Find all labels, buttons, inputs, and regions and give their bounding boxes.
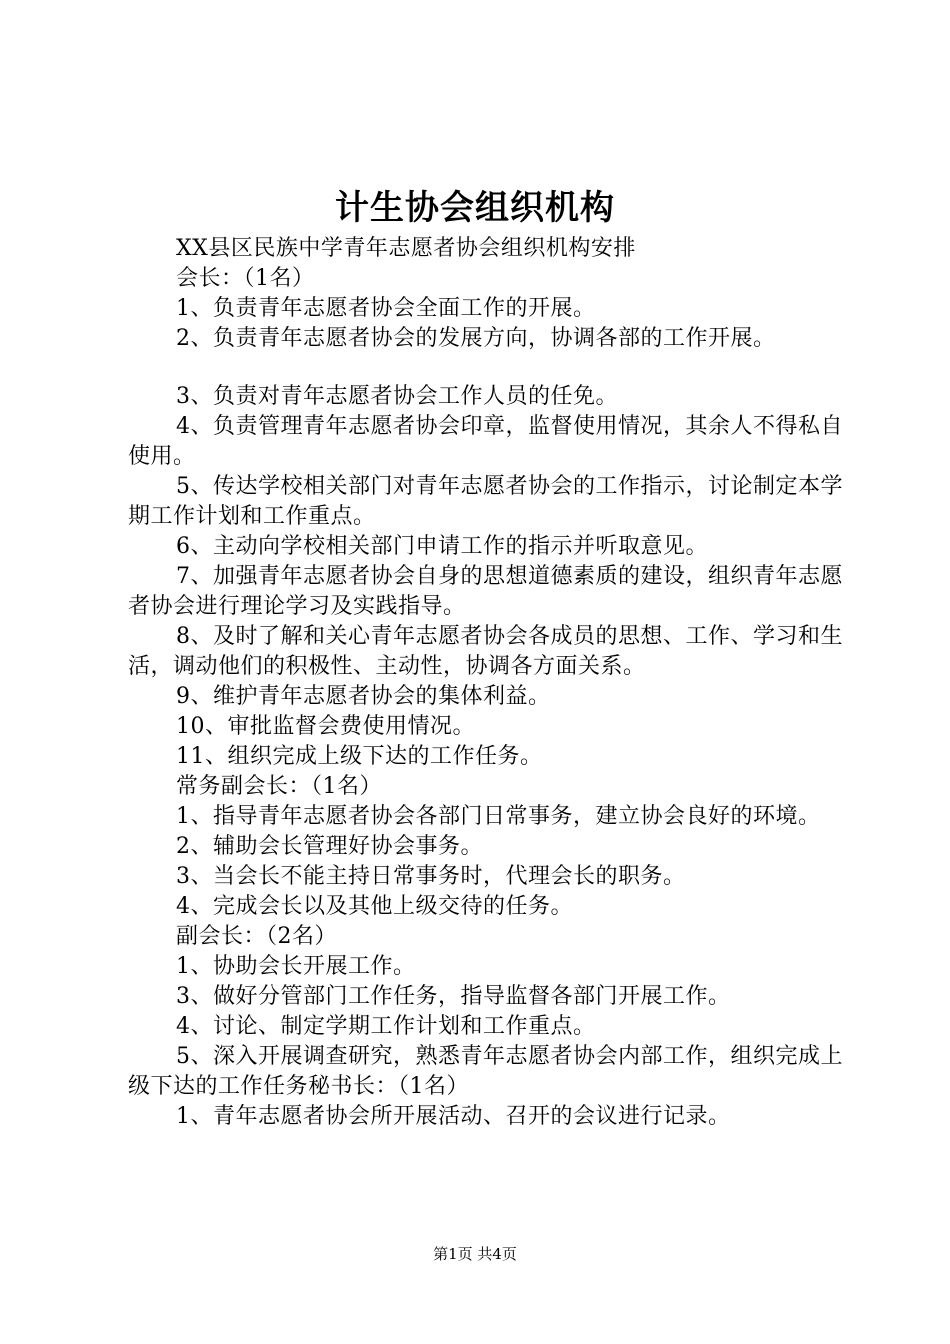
page-footer: 第1页 共4页 bbox=[433, 1245, 517, 1263]
paragraph-gap bbox=[128, 354, 846, 382]
document-body bbox=[128, 234, 846, 1132]
paragraph: 11、组织完成上级下达的工作任务。 bbox=[176, 744, 543, 769]
paragraph: 5、深入开展调查研究，熟悉青年志愿者协会内部工作，组织完成上级下达的工作任务秘书长：（1名） bbox=[128, 1044, 843, 1099]
paragraph: 1、指导青年志愿者协会各部门日常事务，建立协会良好的环境。 bbox=[176, 804, 821, 829]
paragraph: 4、完成会长以及其他上级交待的任务。 bbox=[176, 894, 573, 919]
paragraph: 3、做好分管部门工作任务，指导监督各部门开展工作。 bbox=[176, 984, 731, 1009]
paragraph: XX县区民族中学青年志愿者协会组织机构安排 bbox=[176, 236, 636, 261]
paragraph: 7、加强青年志愿者协会自身的思想道德素质的建设，组织青年志愿者协会进行理论学习及实践指导。 bbox=[128, 564, 843, 619]
paragraph: 常务副会长：（1名） bbox=[176, 774, 382, 799]
page-title: 计生协会组织机构 bbox=[335, 188, 615, 228]
paragraph: 8、及时了解和关心青年志愿者协会各成员的思想、工作、学习和生活，调动他们的积极性、主动性，协调各方面关系。 bbox=[128, 624, 843, 679]
paragraph: 10、审批监督会费使用情况。 bbox=[176, 714, 475, 739]
paragraph: 4、负责管理青年志愿者协会印章，监督使用情况，其余人不得私自使用。 bbox=[128, 414, 843, 469]
paragraph: 1、青年志愿者协会所开展活动、召开的会议进行记录。 bbox=[176, 1104, 731, 1129]
paragraph: 2、辅助会长管理好协会事务。 bbox=[176, 834, 483, 859]
paragraph: 1、负责青年志愿者协会全面工作的开展。 bbox=[176, 296, 596, 321]
paragraph: 4、讨论、制定学期工作计划和工作重点。 bbox=[176, 1014, 596, 1039]
paragraph: 3、负责对青年志愿者协会工作人员的任免。 bbox=[176, 384, 618, 409]
paragraph: 3、当会长不能主持日常事务时，代理会长的职务。 bbox=[176, 864, 686, 889]
paragraph: 9、维护青年志愿者协会的集体利益。 bbox=[176, 684, 551, 709]
paragraph: 1、协助会长开展工作。 bbox=[176, 954, 416, 979]
paragraph: 副会长：（2名） bbox=[176, 924, 337, 949]
paragraph: 6、主动向学校相关部门申请工作的指示并听取意见。 bbox=[176, 534, 708, 559]
paragraph: 5、传达学校相关部门对青年志愿者协会的工作指示，讨论制定本学期工作计划和工作重点。 bbox=[128, 474, 843, 529]
paragraph: 会长：（1名） bbox=[176, 266, 315, 291]
paragraph: 2、负责青年志愿者协会的发展方向，协调各部的工作开展。 bbox=[176, 326, 776, 351]
